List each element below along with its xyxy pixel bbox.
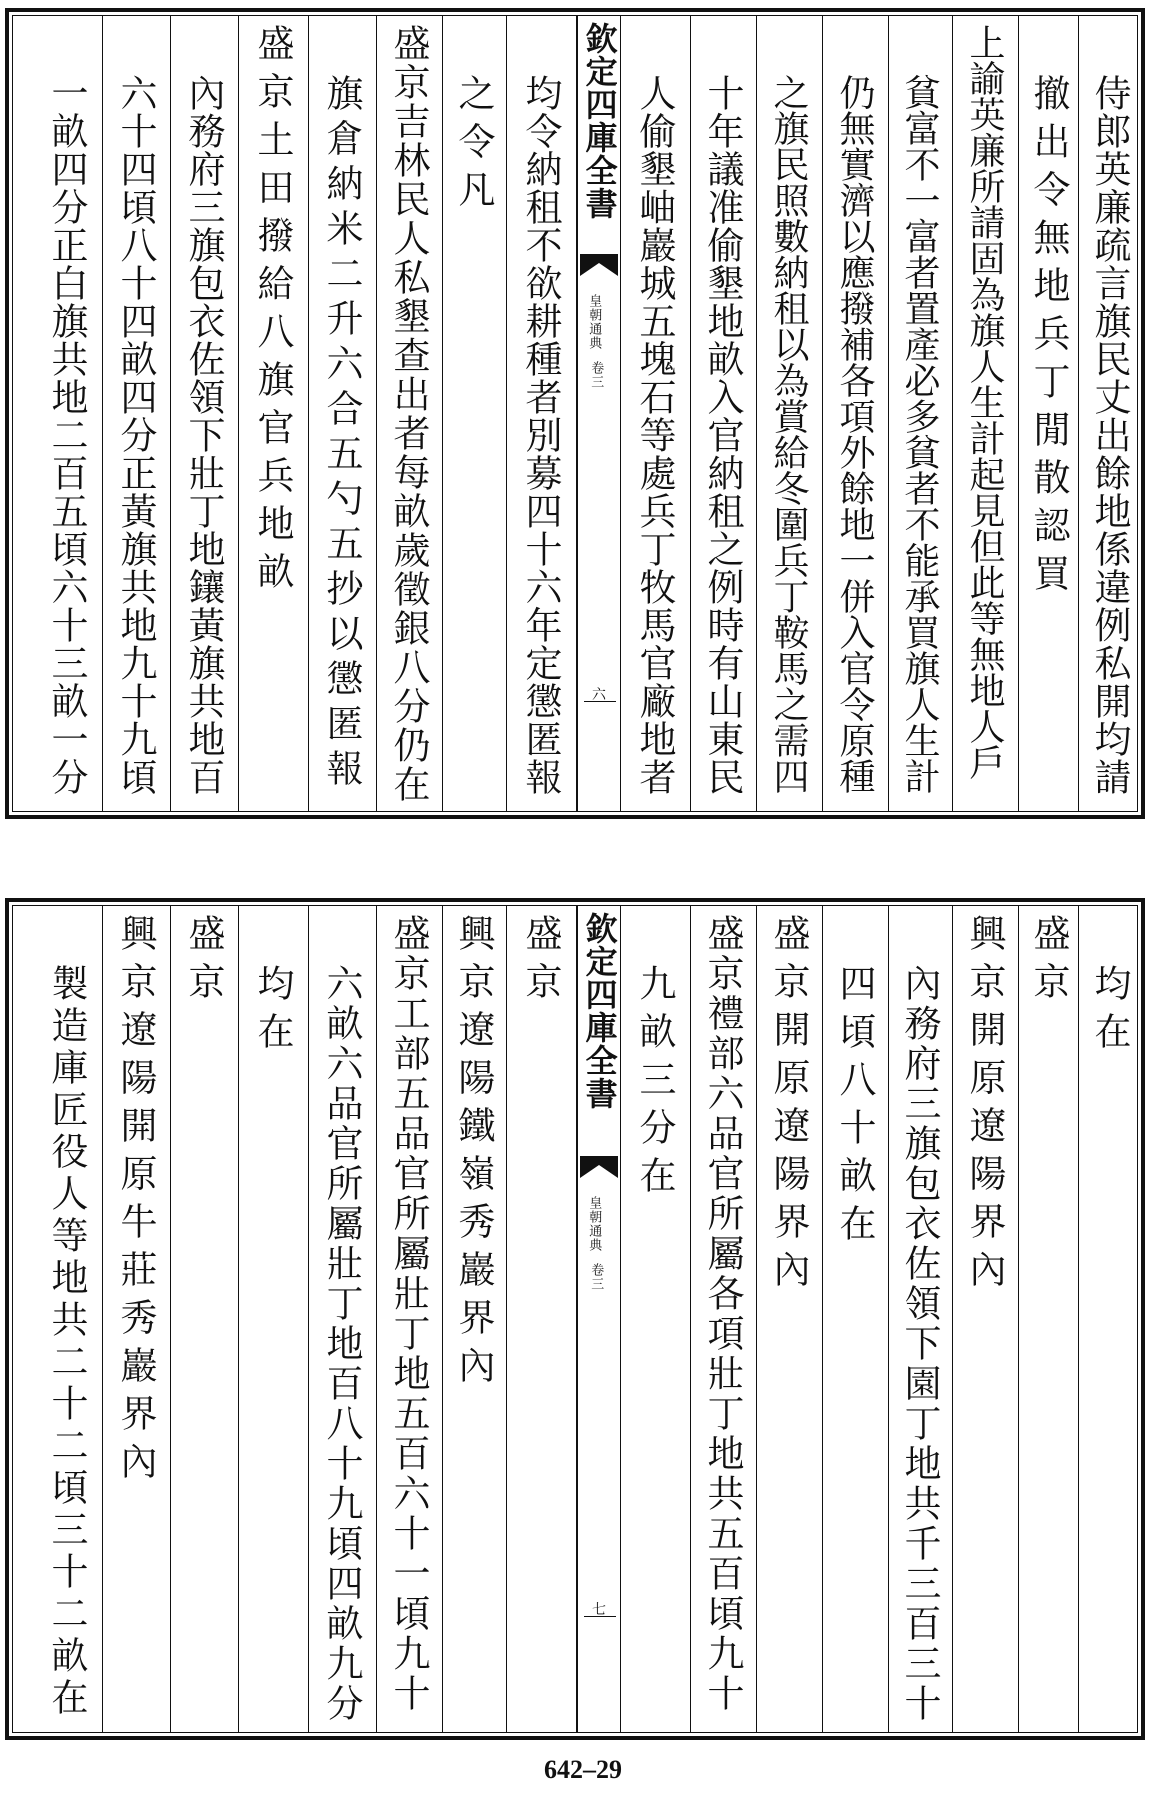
column-text: 盛京 — [1027, 914, 1070, 1010]
column-text: 興京遼陽開原牛莊秀巖界內 — [114, 914, 157, 1490]
column-text: 九畝三分在 — [633, 964, 676, 1204]
text-column — [889, 16, 953, 811]
column-text: 四頃八十畝在 — [833, 964, 876, 1252]
text-column — [443, 16, 507, 811]
text-column — [33, 16, 103, 811]
fishtail-mark-icon — [580, 1156, 618, 1178]
column-text: 仍無實濟以應撥補各項外餘地一併入官令原種 — [834, 74, 875, 794]
column-text: 均在 — [1088, 964, 1131, 1060]
column-text: 撤出令無地兵丁閒散認買 — [1027, 74, 1070, 602]
column-text: 十年議准偷墾地畝入官納租之例時有山東民 — [701, 74, 744, 796]
column-text: 盛京工部五品官所屬壯丁地五百六十一頃九十 — [387, 914, 430, 1714]
column-text: 上諭英廉所請固為旗人生計起見但此等無地人戶 — [964, 24, 1005, 780]
column-text: 盛京吉林民人私墾查出者每畝歲徵銀八分仍在 — [387, 24, 430, 804]
bottom-page — [5, 898, 1145, 1740]
book-title: 皇朝通典 — [586, 1196, 602, 1252]
column-text: 盛京土田撥給八旗官兵地畝 — [251, 24, 294, 600]
column-text: 盛京禮部六品官所屬各項壯丁地共五百頃九十 — [701, 914, 744, 1714]
juan-label: 卷三 — [588, 361, 604, 389]
column-text: 六畝六品官所屬壯丁地百八十九頃四畝九分 — [320, 964, 363, 1724]
text-column — [757, 16, 823, 811]
text-column — [1019, 906, 1079, 1732]
text-column — [33, 906, 103, 1732]
text-column — [103, 16, 171, 811]
column-text: 人偷墾岫巖城五塊石等處兵丁牧馬官廠地者 — [633, 74, 676, 796]
text-column — [309, 16, 377, 811]
top-page-frame — [12, 15, 1138, 812]
text-column — [239, 16, 309, 811]
column-text: 興京遼陽鐵嶺秀巖界內 — [452, 914, 495, 1394]
top-page — [5, 8, 1145, 819]
juan-label: 卷三 — [588, 1263, 604, 1291]
column-text: 旗倉納米二升六合五勺五抄以懲匿報 — [320, 74, 363, 794]
text-column — [621, 906, 691, 1732]
column-text: 內務府三旗包衣佐領下壯丁地鑲黃旗共地百 — [182, 74, 225, 796]
column-text: 侍郎英廉疏言旗民丈出餘地係違例私開均請 — [1088, 74, 1131, 796]
column-text: 之令凡 — [452, 74, 495, 218]
text-column — [377, 16, 443, 811]
text-column — [309, 906, 377, 1732]
text-column — [953, 906, 1019, 1732]
column-text: 興京開原遼陽界內 — [963, 914, 1006, 1298]
text-column — [171, 906, 239, 1732]
column-text: 貧富不一富者置產必多貧者不能承買旗人生計 — [899, 74, 940, 794]
page-number: 七 — [592, 1602, 606, 1618]
text-column — [377, 906, 443, 1732]
fishtail-mark-icon — [580, 254, 618, 276]
column-text: 之旗民照數納租以為賞給冬圍兵丁鞍馬之需四 — [768, 74, 809, 794]
page-footer-number: 642–29 — [544, 1755, 622, 1784]
column-text: 均在 — [251, 964, 294, 1060]
collection-title: 欽定四庫全書 — [580, 912, 619, 1110]
book-title: 皇朝通典 — [586, 294, 602, 350]
column-text: 盛京開原遼陽界內 — [767, 914, 810, 1298]
text-column — [691, 16, 757, 811]
column-text: 一畝四分正白旗共地二百五頃六十三畝一分 — [45, 74, 88, 796]
text-column — [443, 906, 507, 1732]
text-column — [507, 16, 577, 811]
text-column — [621, 16, 691, 811]
bottom-page-frame — [12, 905, 1138, 1733]
text-column — [823, 906, 889, 1732]
text-column — [507, 906, 577, 1732]
text-column — [823, 16, 889, 811]
text-column — [171, 16, 239, 811]
column-text: 盛京 — [182, 914, 225, 1010]
text-column — [1079, 16, 1142, 811]
text-column — [1079, 906, 1142, 1732]
column-text: 製造庫匠役人等地共二十二頃三十二畝在 — [45, 964, 88, 1720]
page-number: 六 — [592, 687, 606, 703]
text-column — [953, 16, 1019, 811]
column-text: 均令納租不欲耕種者別募四十六年定懲匿報 — [519, 74, 562, 796]
text-column — [691, 906, 757, 1732]
column-text: 內務府三旗包衣佐領下園丁地共千三百三十 — [898, 964, 941, 1724]
text-column — [757, 906, 823, 1732]
column-text: 盛京 — [519, 914, 562, 1010]
collection-title: 欽定四庫全書 — [580, 22, 619, 220]
column-text: 六十四頃八十四畝四分正黃旗共地九十九頃 — [114, 74, 157, 796]
text-column — [103, 906, 171, 1732]
text-column — [239, 906, 309, 1732]
center-fold — [577, 16, 621, 811]
text-column — [889, 906, 953, 1732]
center-fold — [577, 906, 621, 1732]
text-column — [1019, 16, 1079, 811]
